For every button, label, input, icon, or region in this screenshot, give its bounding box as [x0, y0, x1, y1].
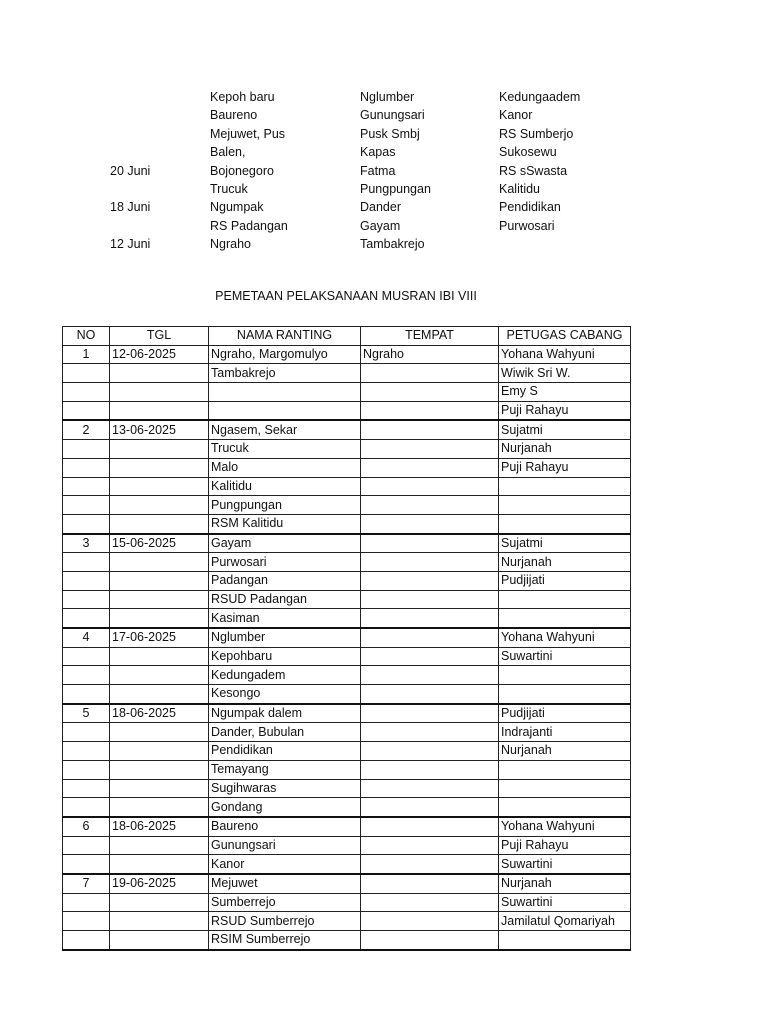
- cell-tempat: [361, 723, 499, 742]
- cell-no: [63, 440, 110, 459]
- cell-no: [63, 514, 110, 533]
- table-row: [63, 401, 631, 420]
- cell-nama-ranting: Trucuk: [209, 440, 361, 459]
- cell-tempat: [361, 553, 499, 572]
- cell-no: [63, 647, 110, 666]
- cell-tempat: Ngraho: [361, 345, 499, 364]
- cell-tgl: [110, 496, 209, 515]
- cell-tgl: [110, 798, 209, 817]
- cell-no: [63, 401, 110, 420]
- cell-tgl: [110, 685, 209, 704]
- cell-no: [63, 571, 110, 590]
- table-row: [63, 893, 631, 912]
- cell-no: [63, 855, 110, 874]
- table-row: [63, 912, 631, 931]
- table-row: [63, 458, 631, 477]
- schedule-table: [62, 326, 631, 951]
- cell-petugas-cabang: [499, 685, 631, 704]
- cell-nama-ranting: RSM Kalitidu: [209, 514, 361, 533]
- cell-tgl: [110, 571, 209, 590]
- cell-no: 5: [63, 704, 110, 723]
- cell-petugas-cabang: [499, 590, 631, 609]
- cell-tempat: [361, 458, 499, 477]
- cell-tgl: [110, 931, 209, 950]
- table-row: [63, 628, 631, 647]
- header-tgl: TGL: [110, 327, 209, 346]
- table-row: [63, 496, 631, 515]
- cell-petugas-cabang: [499, 514, 631, 533]
- note-col-b: Tambakrejo: [360, 237, 425, 252]
- cell-tgl: [110, 458, 209, 477]
- table-row: [63, 647, 631, 666]
- cell-tempat: [361, 401, 499, 420]
- cell-petugas-cabang: Nurjanah: [499, 553, 631, 572]
- cell-no: [63, 477, 110, 496]
- cell-tgl: 18-06-2025: [110, 704, 209, 723]
- table-row: [63, 723, 631, 742]
- note-row: [0, 235, 768, 253]
- table-row: [63, 836, 631, 855]
- cell-no: 1: [63, 345, 110, 364]
- note-row: [0, 198, 768, 216]
- cell-petugas-cabang: Sujatmi: [499, 534, 631, 553]
- cell-petugas-cabang: Emy S: [499, 383, 631, 402]
- note-col-b: Gunungsari: [360, 108, 425, 123]
- cell-tgl: [110, 893, 209, 912]
- table-row: [63, 420, 631, 439]
- note-col-b: Kapas: [360, 145, 396, 160]
- note-date: 12 Juni: [110, 237, 151, 252]
- cell-tgl: [110, 855, 209, 874]
- cell-tgl: [110, 779, 209, 798]
- cell-petugas-cabang: [499, 931, 631, 950]
- cell-nama-ranting: Kasiman: [209, 609, 361, 628]
- cell-tempat: [361, 628, 499, 647]
- note-col-c: Kanor: [499, 108, 533, 123]
- cell-petugas-cabang: [499, 496, 631, 515]
- note-col-a: Ngumpak: [210, 200, 264, 215]
- table-row: [63, 571, 631, 590]
- cell-nama-ranting: RSUD Sumberrejo: [209, 912, 361, 931]
- cell-nama-ranting: Dander, Bubulan: [209, 723, 361, 742]
- note-col-c: Sukosewu: [499, 145, 557, 160]
- table-row: [63, 798, 631, 817]
- note-col-c: Kedungaadem: [499, 90, 581, 104]
- cell-tgl: 15-06-2025: [110, 534, 209, 553]
- cell-nama-ranting: [209, 401, 361, 420]
- cell-tgl: [110, 760, 209, 779]
- cell-tempat: [361, 798, 499, 817]
- note-col-b: Fatma: [360, 163, 396, 178]
- note-col-c: RS Sumberjo: [499, 126, 574, 141]
- cell-nama-ranting: Ngasem, Sekar: [209, 420, 361, 439]
- note-col-b: Pusk Smbj: [360, 126, 420, 141]
- cell-tempat: [361, 817, 499, 836]
- table-row: [63, 534, 631, 553]
- note-col-b: Gayam: [360, 218, 401, 233]
- cell-tempat: [361, 760, 499, 779]
- cell-no: [63, 798, 110, 817]
- cell-petugas-cabang: Yohana Wahyuni: [499, 628, 631, 647]
- table-row: [63, 666, 631, 685]
- cell-tgl: 19-06-2025: [110, 874, 209, 893]
- cell-tgl: [110, 383, 209, 402]
- cell-petugas-cabang: Indrajanti: [499, 723, 631, 742]
- cell-tgl: [110, 553, 209, 572]
- table-body: [63, 345, 631, 950]
- table-row: [63, 817, 631, 836]
- cell-nama-ranting: Kepohbaru: [209, 647, 361, 666]
- note-col-b: Pungpungan: [360, 181, 431, 196]
- cell-tempat: [361, 666, 499, 685]
- cell-tempat: [361, 534, 499, 553]
- cell-nama-ranting: Gondang: [209, 798, 361, 817]
- cell-tgl: [110, 477, 209, 496]
- cell-petugas-cabang: Wiwik Sri W.: [499, 364, 631, 383]
- note-col-c: RS sSwasta: [499, 163, 568, 178]
- table-row: [63, 590, 631, 609]
- table-row: [63, 609, 631, 628]
- cell-petugas-cabang: Suwartini: [499, 855, 631, 874]
- cell-no: [63, 458, 110, 477]
- cell-petugas-cabang: Pudjijati: [499, 704, 631, 723]
- note-row: [0, 125, 768, 143]
- note-row: [0, 180, 768, 198]
- table-row: [63, 553, 631, 572]
- document-title: PEMETAAN PELAKSANAAN MUSRAN IBI VIII: [215, 289, 477, 303]
- cell-tgl: [110, 401, 209, 420]
- cell-nama-ranting: Kalitidu: [209, 477, 361, 496]
- cell-tempat: [361, 912, 499, 931]
- cell-petugas-cabang: Nurjanah: [499, 440, 631, 459]
- header-tempat: TEMPAT: [361, 327, 499, 346]
- cell-no: [63, 590, 110, 609]
- cell-tempat: [361, 742, 499, 761]
- cell-no: [63, 364, 110, 383]
- cell-nama-ranting: Nglumber: [209, 628, 361, 647]
- cell-nama-ranting: Gunungsari: [209, 836, 361, 855]
- cell-petugas-cabang: Yohana Wahyuni: [499, 345, 631, 364]
- cell-tempat: [361, 496, 499, 515]
- cell-petugas-cabang: Jamilatul Qomariyah: [499, 912, 631, 931]
- cell-tgl: [110, 609, 209, 628]
- header-no: NO: [63, 327, 110, 346]
- cell-no: 6: [63, 817, 110, 836]
- header-petugas-cabang: PETUGAS CABANG: [499, 327, 631, 346]
- cell-nama-ranting: Baureno: [209, 817, 361, 836]
- cell-petugas-cabang: Nurjanah: [499, 742, 631, 761]
- cell-petugas-cabang: [499, 798, 631, 817]
- cell-petugas-cabang: Puji Rahayu: [499, 836, 631, 855]
- note-col-c: Pendidikan: [499, 200, 561, 215]
- cell-tempat: [361, 383, 499, 402]
- cell-nama-ranting: Sumberrejo: [209, 893, 361, 912]
- cell-tempat: [361, 514, 499, 533]
- note-date: 20 Juni: [110, 163, 151, 178]
- cell-no: [63, 685, 110, 704]
- cell-nama-ranting: [209, 383, 361, 402]
- cell-petugas-cabang: Sujatmi: [499, 420, 631, 439]
- cell-no: [63, 496, 110, 515]
- note-row: [0, 88, 768, 106]
- cell-tgl: [110, 440, 209, 459]
- cell-petugas-cabang: Puji Rahayu: [499, 458, 631, 477]
- cell-tgl: [110, 723, 209, 742]
- cell-tgl: [110, 514, 209, 533]
- cell-no: [63, 666, 110, 685]
- note-row: [0, 143, 768, 161]
- table-row: [63, 514, 631, 533]
- cell-tgl: 12-06-2025: [110, 345, 209, 364]
- cell-no: [63, 723, 110, 742]
- cell-tempat: [361, 477, 499, 496]
- note-col-a: Trucuk: [210, 181, 248, 196]
- cell-petugas-cabang: Suwartini: [499, 893, 631, 912]
- table-row: [63, 779, 631, 798]
- cell-nama-ranting: Temayang: [209, 760, 361, 779]
- cell-nama-ranting: Kedungadem: [209, 666, 361, 685]
- cell-petugas-cabang: Nurjanah: [499, 874, 631, 893]
- cell-nama-ranting: Pendidikan: [209, 742, 361, 761]
- cell-nama-ranting: Kesongo: [209, 685, 361, 704]
- cell-no: [63, 742, 110, 761]
- cell-petugas-cabang: [499, 477, 631, 496]
- cell-nama-ranting: Sugihwaras: [209, 779, 361, 798]
- cell-nama-ranting: Kanor: [209, 855, 361, 874]
- note-col-a: Baureno: [210, 108, 258, 123]
- note-col-a: Mejuwet, Pus: [210, 126, 286, 141]
- note-col-c: Purwosari: [499, 218, 555, 233]
- cell-no: [63, 779, 110, 798]
- cell-tempat: [361, 855, 499, 874]
- cell-tempat: [361, 704, 499, 723]
- cell-tempat: [361, 647, 499, 666]
- cell-tempat: [361, 685, 499, 704]
- cell-nama-ranting: Pungpungan: [209, 496, 361, 515]
- note-date: 18 Juni: [110, 200, 151, 215]
- notes-block: [0, 88, 768, 254]
- cell-tempat: [361, 571, 499, 590]
- cell-tempat: [361, 609, 499, 628]
- cell-tgl: 17-06-2025: [110, 628, 209, 647]
- cell-no: 2: [63, 420, 110, 439]
- cell-nama-ranting: Purwosari: [209, 553, 361, 572]
- cell-petugas-cabang: [499, 779, 631, 798]
- cell-tgl: [110, 364, 209, 383]
- cell-tgl: [110, 742, 209, 761]
- cell-no: [63, 760, 110, 779]
- cell-tgl: [110, 836, 209, 855]
- cell-petugas-cabang: Suwartini: [499, 647, 631, 666]
- cell-nama-ranting: Ngraho, Margomulyo: [209, 345, 361, 364]
- cell-tempat: [361, 874, 499, 893]
- cell-tempat: [361, 779, 499, 798]
- table-row: [63, 345, 631, 364]
- table-row: [63, 742, 631, 761]
- note-col-a: RS Padangan: [210, 218, 288, 233]
- cell-no: 7: [63, 874, 110, 893]
- table-row: [63, 477, 631, 496]
- table-row: [63, 704, 631, 723]
- note-col-a: Balen,: [210, 145, 246, 160]
- cell-nama-ranting: Mejuwet: [209, 874, 361, 893]
- cell-tempat: [361, 931, 499, 950]
- note-col-a: Kepoh baru: [210, 90, 275, 104]
- note-row: [0, 162, 768, 180]
- table-header-row: [63, 327, 631, 346]
- cell-no: 4: [63, 628, 110, 647]
- cell-petugas-cabang: [499, 609, 631, 628]
- cell-petugas-cabang: Yohana Wahyuni: [499, 817, 631, 836]
- table-row: [63, 931, 631, 950]
- table-row: [63, 364, 631, 383]
- cell-nama-ranting: Ngumpak dalem: [209, 704, 361, 723]
- cell-tempat: [361, 420, 499, 439]
- note-col-b: Dander: [360, 200, 401, 215]
- table-row: [63, 855, 631, 874]
- note-col-c: Kalitidu: [499, 181, 540, 196]
- cell-tgl: [110, 912, 209, 931]
- cell-nama-ranting: RSIM Sumberrejo: [209, 931, 361, 950]
- cell-tempat: [361, 836, 499, 855]
- cell-petugas-cabang: [499, 666, 631, 685]
- cell-tgl: 13-06-2025: [110, 420, 209, 439]
- table-row: [63, 440, 631, 459]
- cell-tempat: [361, 590, 499, 609]
- cell-tgl: 18-06-2025: [110, 817, 209, 836]
- cell-no: [63, 553, 110, 572]
- header-nama-ranting: NAMA RANTING: [209, 327, 361, 346]
- cell-tempat: [361, 440, 499, 459]
- cell-tempat: [361, 364, 499, 383]
- cell-nama-ranting: RSUD Padangan: [209, 590, 361, 609]
- cell-nama-ranting: Padangan: [209, 571, 361, 590]
- note-row: [0, 217, 768, 235]
- cell-tgl: [110, 647, 209, 666]
- cell-tgl: [110, 666, 209, 685]
- note-row: [0, 106, 768, 124]
- cell-no: [63, 383, 110, 402]
- table-row: [63, 685, 631, 704]
- cell-petugas-cabang: Pudjijati: [499, 571, 631, 590]
- note-col-b: Nglumber: [360, 90, 415, 104]
- cell-nama-ranting: Tambakrejo: [209, 364, 361, 383]
- cell-tempat: [361, 893, 499, 912]
- cell-no: 3: [63, 534, 110, 553]
- cell-no: [63, 931, 110, 950]
- cell-nama-ranting: Malo: [209, 458, 361, 477]
- note-col-a: Bojonegoro: [210, 163, 274, 178]
- cell-tgl: [110, 590, 209, 609]
- table-row: [63, 383, 631, 402]
- cell-no: [63, 912, 110, 931]
- table-row: [63, 760, 631, 779]
- cell-no: [63, 893, 110, 912]
- note-col-a: Ngraho: [210, 237, 251, 252]
- cell-petugas-cabang: [499, 760, 631, 779]
- cell-no: [63, 836, 110, 855]
- table-row: [63, 874, 631, 893]
- cell-petugas-cabang: Puji Rahayu: [499, 401, 631, 420]
- cell-no: [63, 609, 110, 628]
- cell-nama-ranting: Gayam: [209, 534, 361, 553]
